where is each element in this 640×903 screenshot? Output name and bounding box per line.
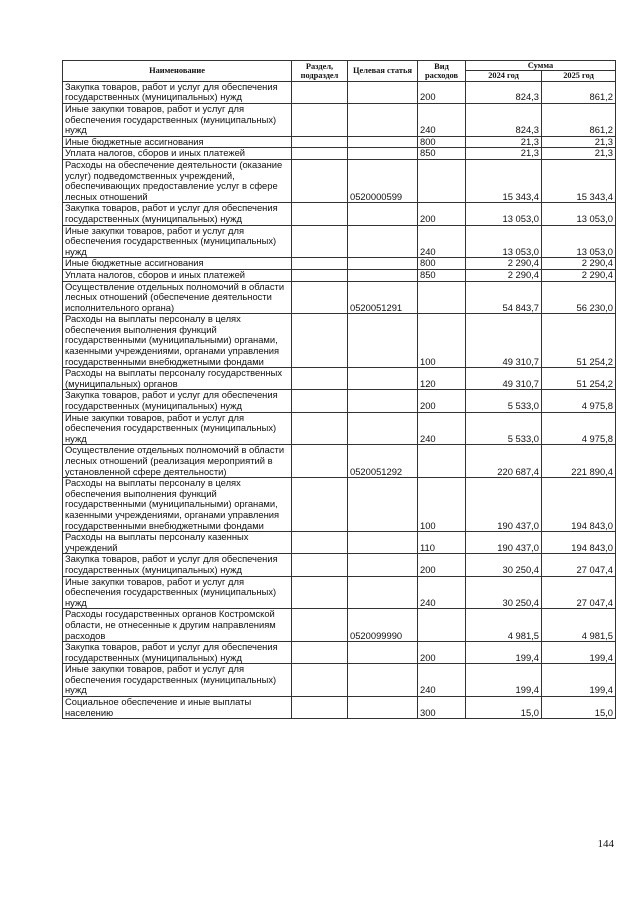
row-sum-2025: 21,3: [542, 148, 616, 160]
row-razdel: [292, 642, 348, 664]
row-tselevaya-code: 0520000599: [348, 159, 418, 202]
row-name: Закупка товаров, работ и услуг для обеспечения государственных (муниципальных) нужд: [63, 203, 292, 225]
row-sum-2025: 861,2: [542, 81, 616, 103]
row-name: Иные закупки товаров, работ и услуг для обеспечения государственных (муниципальных) нужд: [63, 412, 292, 445]
table-row: [63, 148, 616, 160]
row-name: Социальное обеспечение и иные выплаты населению: [63, 697, 292, 719]
header-razdel: Раздел, подраздел: [292, 61, 348, 82]
row-razdel: [292, 258, 348, 270]
table-row: [63, 664, 616, 697]
row-name: Иные закупки товаров, работ и услуг для обеспечения государственных (муниципальных) нужд: [63, 225, 292, 258]
row-razdel: [292, 576, 348, 609]
row-sum-2024: 824,3: [466, 81, 542, 103]
row-name: Осуществление отдельных полномочий в области лесных отношений (обеспечение деятельности исполнительного органа): [63, 281, 292, 314]
row-sum-2025: 27 047,4: [542, 554, 616, 576]
header-summa: Сумма: [466, 61, 616, 71]
row-sum-2025: 51 254,2: [542, 368, 616, 390]
header-tselevaya: Целевая статья: [348, 61, 418, 82]
row-razdel: [292, 104, 348, 137]
row-sum-2025: 199,4: [542, 642, 616, 664]
table-body: [63, 81, 616, 718]
row-razdel: [292, 532, 348, 554]
row-sum-2024: 13 053,0: [466, 203, 542, 225]
row-sum-2024: 30 250,4: [466, 576, 542, 609]
row-sum-2025: 13 053,0: [542, 203, 616, 225]
table-row: [63, 104, 616, 137]
row-vid-code: 200: [418, 81, 466, 103]
row-sum-2024: 4 981,5: [466, 609, 542, 642]
row-sum-2025: 861,2: [542, 104, 616, 137]
table-row: [63, 412, 616, 445]
row-razdel: [292, 368, 348, 390]
row-name: Закупка товаров, работ и услуг для обеспечения государственных (муниципальных) нужд: [63, 554, 292, 576]
row-tselevaya-code: 0520051292: [348, 445, 418, 478]
row-tselevaya-code: [348, 368, 418, 390]
row-razdel: [292, 554, 348, 576]
row-vid-code: 200: [418, 554, 466, 576]
row-sum-2025: 56 230,0: [542, 281, 616, 314]
row-vid-code: 850: [418, 269, 466, 281]
row-sum-2024: 199,4: [466, 642, 542, 664]
row-name: Иные закупки товаров, работ и услуг для обеспечения государственных (муниципальных) нужд: [63, 104, 292, 137]
table-row: [63, 314, 616, 368]
row-name: Закупка товаров, работ и услуг для обеспечения государственных (муниципальных) нужд: [63, 81, 292, 103]
row-name: Иные бюджетные ассигнования: [63, 136, 292, 148]
row-tselevaya-code: [348, 642, 418, 664]
table-row: [63, 445, 616, 478]
row-vid-code: 240: [418, 664, 466, 697]
row-razdel: [292, 697, 348, 719]
row-tselevaya-code: [348, 554, 418, 576]
row-razdel: [292, 281, 348, 314]
table-row: [63, 136, 616, 148]
table-row: [63, 368, 616, 390]
row-sum-2024: 190 437,0: [466, 478, 542, 532]
table-row: [63, 258, 616, 270]
table-row: [63, 609, 616, 642]
table-row: [63, 478, 616, 532]
row-tselevaya-code: [348, 104, 418, 137]
row-sum-2024: 199,4: [466, 664, 542, 697]
row-razdel: [292, 81, 348, 103]
page-number: 144: [597, 838, 614, 850]
row-tselevaya-code: [348, 576, 418, 609]
row-sum-2025: 15 343,4: [542, 159, 616, 202]
row-sum-2024: 2 290,4: [466, 269, 542, 281]
row-sum-2025: 4 975,8: [542, 390, 616, 412]
row-sum-2025: 27 047,4: [542, 576, 616, 609]
row-vid-code: 120: [418, 368, 466, 390]
row-vid-code: 300: [418, 697, 466, 719]
table-row: [63, 697, 616, 719]
row-name: Закупка товаров, работ и услуг для обеспечения государственных (муниципальных) нужд: [63, 642, 292, 664]
row-name: Осуществление отдельных полномочий в области лесных отношений (реализация мероприятий в установленной сфере деятельности): [63, 445, 292, 478]
row-name: Расходы на выплаты персоналу в целях обеспечения выполнения функций государственными (муниципальными) органами, казенными учреждениями, органами управления государственными внебюджетными фондами: [63, 314, 292, 368]
row-razdel: [292, 412, 348, 445]
row-vid-code: 800: [418, 258, 466, 270]
row-name: Уплата налогов, сборов и иных платежей: [63, 148, 292, 160]
row-sum-2024: 5 533,0: [466, 412, 542, 445]
row-vid-code: [418, 609, 466, 642]
row-sum-2024: 15,0: [466, 697, 542, 719]
row-vid-code: 240: [418, 412, 466, 445]
row-tselevaya-code: [348, 136, 418, 148]
row-razdel: [292, 609, 348, 642]
row-name: Иные бюджетные ассигнования: [63, 258, 292, 270]
table-row: [63, 269, 616, 281]
row-sum-2024: 2 290,4: [466, 258, 542, 270]
row-vid-code: [418, 159, 466, 202]
row-razdel: [292, 225, 348, 258]
row-tselevaya-code: [348, 81, 418, 103]
table-row: [63, 390, 616, 412]
row-vid-code: 240: [418, 104, 466, 137]
row-vid-code: 200: [418, 203, 466, 225]
row-sum-2024: 21,3: [466, 148, 542, 160]
row-name: Закупка товаров, работ и услуг для обеспечения государственных (муниципальных) нужд: [63, 390, 292, 412]
budget-table: [62, 60, 616, 719]
row-sum-2025: 21,3: [542, 136, 616, 148]
row-razdel: [292, 314, 348, 368]
row-tselevaya-code: [348, 203, 418, 225]
row-tselevaya-code: [348, 225, 418, 258]
row-vid-code: [418, 281, 466, 314]
table-row: [63, 532, 616, 554]
table-row: [63, 281, 616, 314]
row-sum-2025: 194 843,0: [542, 532, 616, 554]
row-vid-code: 800: [418, 136, 466, 148]
row-vid-code: 100: [418, 478, 466, 532]
row-razdel: [292, 136, 348, 148]
table-row: [63, 225, 616, 258]
row-tselevaya-code: [348, 697, 418, 719]
row-name: Расходы на выплаты персоналу казенных учреждений: [63, 532, 292, 554]
row-sum-2025: 4 981,5: [542, 609, 616, 642]
row-tselevaya-code: [348, 269, 418, 281]
row-sum-2025: 4 975,8: [542, 412, 616, 445]
row-razdel: [292, 664, 348, 697]
row-tselevaya-code: [348, 314, 418, 368]
row-vid-code: 100: [418, 314, 466, 368]
row-vid-code: 200: [418, 642, 466, 664]
row-sum-2025: 199,4: [542, 664, 616, 697]
row-tselevaya-code: 0520099990: [348, 609, 418, 642]
row-name: Расходы на выплаты персоналу в целях обеспечения выполнения функций государственными (муниципальными) органами, казенными учреждениями, органами управления государственными внебюджетными фондами: [63, 478, 292, 532]
row-tselevaya-code: [348, 478, 418, 532]
row-sum-2025: 194 843,0: [542, 478, 616, 532]
row-sum-2024: 5 533,0: [466, 390, 542, 412]
row-sum-2024: 49 310,7: [466, 314, 542, 368]
table-row: [63, 203, 616, 225]
row-sum-2024: 13 053,0: [466, 225, 542, 258]
row-razdel: [292, 159, 348, 202]
header-name: Наименование: [63, 61, 292, 82]
row-tselevaya-code: [348, 390, 418, 412]
row-razdel: [292, 203, 348, 225]
row-vid-code: 110: [418, 532, 466, 554]
row-razdel: [292, 390, 348, 412]
row-tselevaya-code: [348, 532, 418, 554]
row-tselevaya-code: [348, 258, 418, 270]
row-sum-2025: 221 890,4: [542, 445, 616, 478]
row-vid-code: 240: [418, 225, 466, 258]
row-sum-2025: 13 053,0: [542, 225, 616, 258]
row-name: Иные закупки товаров, работ и услуг для обеспечения государственных (муниципальных) нужд: [63, 576, 292, 609]
row-sum-2025: 2 290,4: [542, 269, 616, 281]
table-row: [63, 554, 616, 576]
row-vid-code: [418, 445, 466, 478]
row-name: Иные закупки товаров, работ и услуг для обеспечения государственных (муниципальных) нужд: [63, 664, 292, 697]
row-sum-2025: 2 290,4: [542, 258, 616, 270]
row-name: Расходы на выплаты персоналу государственных (муниципальных) органов: [63, 368, 292, 390]
row-sum-2024: 15 343,4: [466, 159, 542, 202]
row-razdel: [292, 269, 348, 281]
row-sum-2024: 220 687,4: [466, 445, 542, 478]
row-name: Расходы на обеспечение деятельности (оказание услуг) подведомственных учреждений, обеспечивающих предоставление услуг в сфере лесных отношений: [63, 159, 292, 202]
row-sum-2025: 15,0: [542, 697, 616, 719]
table-header: [63, 61, 616, 82]
header-vid: Вид расходов: [418, 61, 466, 82]
row-razdel: [292, 445, 348, 478]
row-tselevaya-code: [348, 412, 418, 445]
row-name: Расходы государственных органов Костромской области, не отнесенные к другим направлениям расходов: [63, 609, 292, 642]
table-row: [63, 642, 616, 664]
header-year-2024: 2024 год: [466, 71, 542, 81]
row-vid-code: 240: [418, 576, 466, 609]
table-row: [63, 159, 616, 202]
row-name: Уплата налогов, сборов и иных платежей: [63, 269, 292, 281]
row-sum-2024: 824,3: [466, 104, 542, 137]
row-sum-2024: 49 310,7: [466, 368, 542, 390]
row-tselevaya-code: [348, 664, 418, 697]
row-tselevaya-code: 0520051291: [348, 281, 418, 314]
table-row: [63, 81, 616, 103]
row-tselevaya-code: [348, 148, 418, 160]
row-razdel: [292, 478, 348, 532]
row-vid-code: 850: [418, 148, 466, 160]
row-sum-2024: 21,3: [466, 136, 542, 148]
row-sum-2024: 190 437,0: [466, 532, 542, 554]
header-year-2025: 2025 год: [542, 71, 616, 81]
table-row: [63, 576, 616, 609]
row-vid-code: 200: [418, 390, 466, 412]
row-razdel: [292, 148, 348, 160]
row-sum-2024: 30 250,4: [466, 554, 542, 576]
row-sum-2024: 54 843,7: [466, 281, 542, 314]
row-sum-2025: 51 254,2: [542, 314, 616, 368]
